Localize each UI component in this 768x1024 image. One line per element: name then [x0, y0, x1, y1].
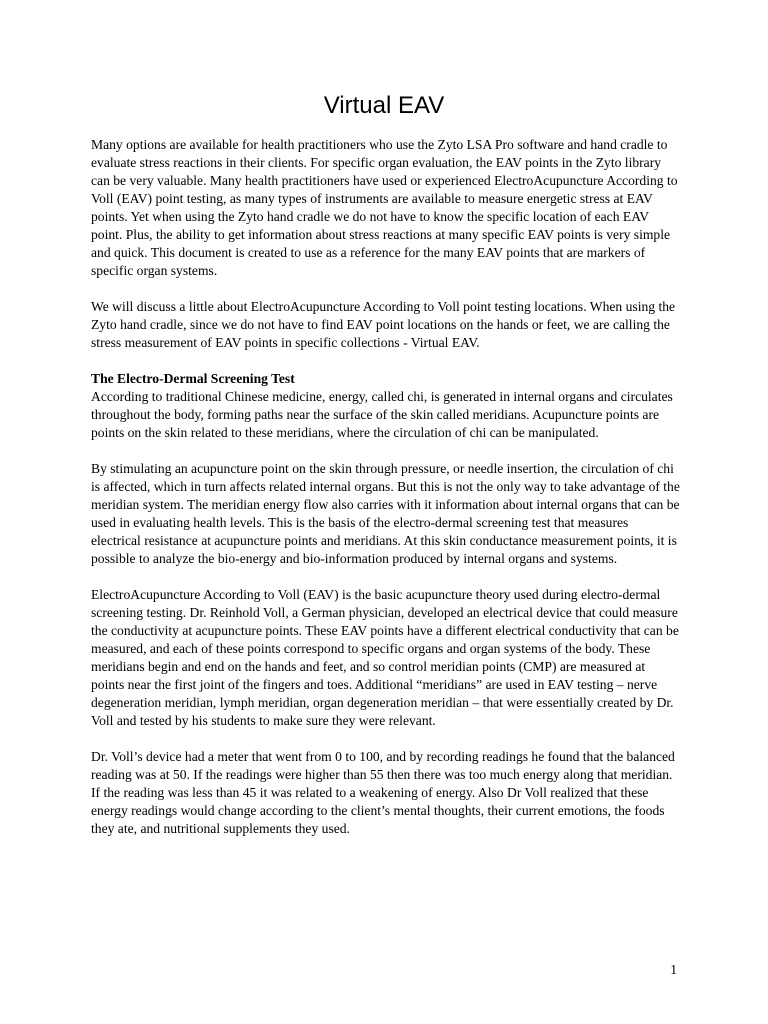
- section-paragraph-4: Dr. Voll’s device had a meter that went from 0 to 100, and by recording readings he found that the balanced reading was at 50. If the readings were higher than 55 then there was too much energy along that meridian. If the reading was less than 45 it was related to a weakening of energy. Also Dr Voll realized that these energy readings would change according to the client’s mental thoughts, their current emotions, the foods they ate, and nutritional supplements they used.: [91, 749, 675, 836]
- document-title: Virtual EAV: [323, 92, 445, 119]
- section-paragraph-3: ElectroAcupuncture According to Voll (EAV) is the basic acupuncture theory used during electro-dermal screening testing. Dr. Reinhold Voll, a German physician, developed an electrical device that could measure the conductivity at acupuncture points. These EAV points have a different electrical conductivity that can be measured, and each of these points correspond to specific organs and organ systems of the body. These meridians begin and end on the hands and feet, and so control meridian points (CMP) are measured at points near the first joint of the fingers and toes. Additional “meridians” are used in EAV testing – nerve degeneration meridian, lymph meridian, organ degeneration meridian – that were essentially created by Dr. Voll and tested by his students to make sure they were relevant.: [91, 587, 679, 728]
- intro-paragraph-1: Many options are available for health practitioners who use the Zyto LSA Pro software and hand cradle to evaluate stress reactions in their clients. For specific organ evaluation, the EAV points in the Zyto library can be very valuable. Many health practitioners have used or experienced ElectroAcupuncture According to Voll (EAV) point testing, as many types of instruments are available to measure energetic stress at EAV points. Yet when using the Zyto hand cradle we do not have to know the specific location of each EAV point. Plus, the ability to get information about stress reactions at many specific EAV points is very simple and quick. This document is created to use as a reference for the many EAV points that are markers of specific organ systems.: [91, 137, 678, 278]
- document-body: [91, 136, 681, 856]
- section-heading: The Electro-Dermal Screening Test: [91, 371, 295, 386]
- section-paragraph-2: By stimulating an acupuncture point on the skin through pressure, or needle insertion, the circulation of chi is affected, which in turn affects related internal organs. But this is not the only way to take advantage of the meridian system. The meridian energy flow also carries with it information about internal organs that can be used in evaluating health levels. This is the basis of the electro-dermal screening test that measures electrical resistance at acupuncture points and meridians. At this skin conductance measurement points, it is possible to analyze the bio-energy and bio-information produced by internal organs and systems.: [91, 461, 680, 566]
- page-number: 1: [670, 962, 677, 977]
- intro-paragraph-2: We will discuss a little about ElectroAcupuncture According to Voll point testing locations. When using the Zyto hand cradle, since we do not have to find EAV point locations on the hands or feet, we are calling the stress measurement of EAV points in specific collections - Virtual EAV.: [91, 299, 676, 350]
- section-paragraph-1: According to traditional Chinese medicine, energy, called chi, is generated in internal organs and circulates throughout the body, forming paths near the surface of the skin called meridians. Acupuncture points are points on the skin related to these meridians, where the circulation of chi can be manipulated.: [91, 389, 673, 440]
